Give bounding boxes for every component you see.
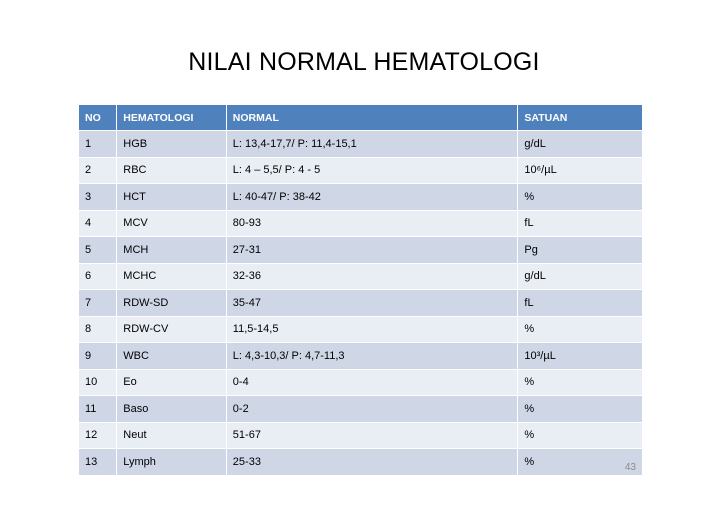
cell-hematologi: Baso [117,396,227,423]
cell-normal: L: 4 – 5,5/ P: 4 - 5 [226,157,518,184]
table-row [79,316,642,343]
cell-satuan: Pg [518,237,642,264]
cell-normal: 11,5-14,5 [226,316,518,343]
cell-satuan: fL [518,210,642,237]
cell-satuan: % [518,369,642,396]
cell-normal: 32-36 [226,263,518,290]
cell-normal: 0-4 [226,369,518,396]
cell-satuan: % [518,422,642,449]
page-number: 43 [624,462,636,473]
cell-no: 9 [79,343,117,370]
header-hematologi: HEMATOLOGI [117,105,227,131]
header-no: NO [79,105,117,131]
cell-no: 1 [79,131,117,158]
cell-hematologi: MCHC [117,263,227,290]
cell-hematologi: WBC [117,343,227,370]
cell-hematologi: HGB [117,131,227,158]
table-row [79,210,642,237]
cell-no: 6 [79,263,117,290]
cell-satuan: % [518,184,642,211]
cell-satuan: g/dL [518,131,642,158]
cell-hematologi: RBC [117,157,227,184]
table-row [79,343,642,370]
cell-normal: 51-67 [226,422,518,449]
header-normal: NORMAL [226,105,518,131]
table-body [79,131,642,476]
cell-no: 2 [79,157,117,184]
table-header-row [79,105,642,131]
cell-hematologi: Eo [117,369,227,396]
page-title: NILAI NORMAL HEMATOLOGI [188,48,540,76]
cell-normal: L: 4,3-10,3/ P: 4,7-11,3 [226,343,518,370]
cell-satuan: 10⁶/µL [518,157,642,184]
cell-hematologi: Lymph [117,449,227,476]
table-row [79,422,642,449]
cell-no: 7 [79,290,117,317]
hematology-table [79,105,642,476]
cell-satuan: fL [518,290,642,317]
table-row [79,131,642,158]
cell-satuan: g/dL [518,263,642,290]
cell-satuan: 10³/µL [518,343,642,370]
cell-satuan: % [518,396,642,423]
cell-satuan: % [518,449,642,476]
header-satuan: SATUAN [518,105,642,131]
cell-no: 8 [79,316,117,343]
cell-normal: L: 40-47/ P: 38-42 [226,184,518,211]
table-row [79,396,642,423]
cell-normal: 35-47 [226,290,518,317]
table-row [79,449,642,476]
cell-hematologi: RDW-CV [117,316,227,343]
cell-normal: L: 13,4-17,7/ P: 11,4-15,1 [226,131,518,158]
cell-normal: 27-31 [226,237,518,264]
cell-no: 12 [79,422,117,449]
cell-no: 4 [79,210,117,237]
cell-hematologi: MCV [117,210,227,237]
table-row [79,237,642,264]
table-row [79,184,642,211]
cell-normal: 0-2 [226,396,518,423]
cell-hematologi: MCH [117,237,227,264]
cell-satuan: % [518,316,642,343]
cell-hematologi: HCT [117,184,227,211]
cell-no: 10 [79,369,117,396]
cell-hematologi: Neut [117,422,227,449]
table-row [79,157,642,184]
table-row [79,263,642,290]
cell-hematologi: RDW-SD [117,290,227,317]
cell-no: 3 [79,184,117,211]
table-row [79,369,642,396]
cell-no: 13 [79,449,117,476]
table-row [79,290,642,317]
cell-no: 5 [79,237,117,264]
cell-no: 11 [79,396,117,423]
cell-normal: 80-93 [226,210,518,237]
cell-normal: 25-33 [226,449,518,476]
